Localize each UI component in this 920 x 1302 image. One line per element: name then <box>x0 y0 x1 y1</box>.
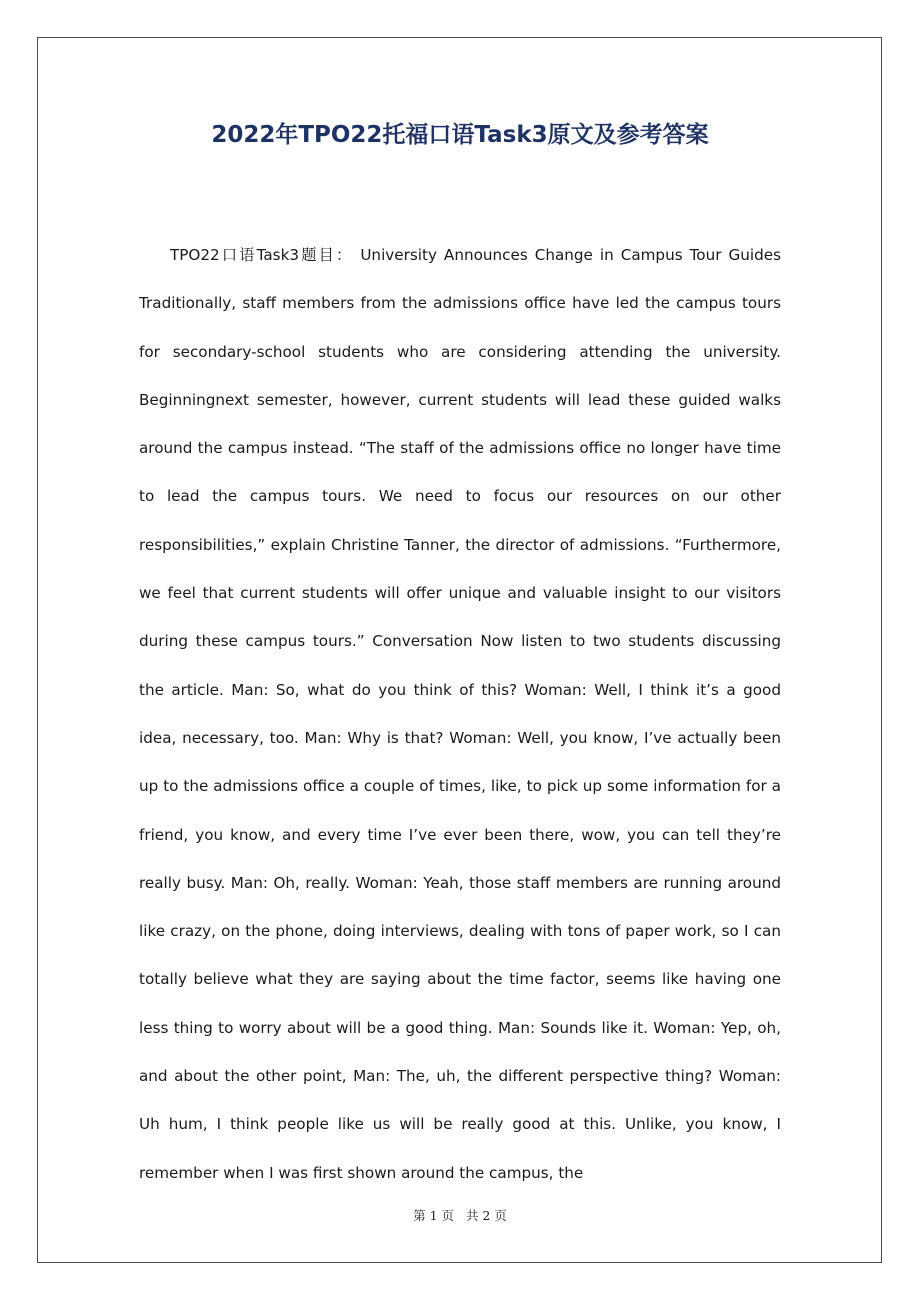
body-paragraph: TPO22口语Task3题目： University Announces Change in Campus Tour Guides Traditionally, staff members from the admissions office have led the campus tours for secondary-school students who are considering attending the university. Beginningnext semester, however, current students will lead these guided walks around the campus instead. “The staff of the admissions office no longer have time to lead the campus tours. We need to focus our resources on our other responsibilities,” explain Christine Tanner, the director of admissions. “Furthermore, we feel that current students will offer unique and valuable insight to our visitors during these campus tours.” Conversation Now listen to two students discussing the article. Man: So, what do you think of this? Woman: Well, I think it’s a good idea, necessary, too. Man: Why is that? Woman: Well, you know, I’ve actually been up to the admissions office a couple of times, like, to pick up some information for a friend, you know, and every time I’ve ever been there, wow, you can tell they’re really busy. Man: Oh, really. Woman: Yeah, those staff members are running around like crazy, on the phone, doing interviews, dealing with tons of paper work, so I can totally believe what they are saying about the time factor, seems like having one less thing to worry about will be a good thing. Man: Sounds like it. Woman: Yep, oh, and about the other point, Man: The, uh, the different perspective thing? Woman: Uh hum, I think people like us will be really good at this. Unlike, you know, I remember when I was first shown around the campus, the <box>139 246 781 1182</box>
document-body <box>139 231 781 1197</box>
document-title: 2022年TPO22托福口语Task3原文及参考答案 <box>211 122 709 148</box>
page-footer: 第 1 页 共 2 页 <box>413 1208 507 1223</box>
